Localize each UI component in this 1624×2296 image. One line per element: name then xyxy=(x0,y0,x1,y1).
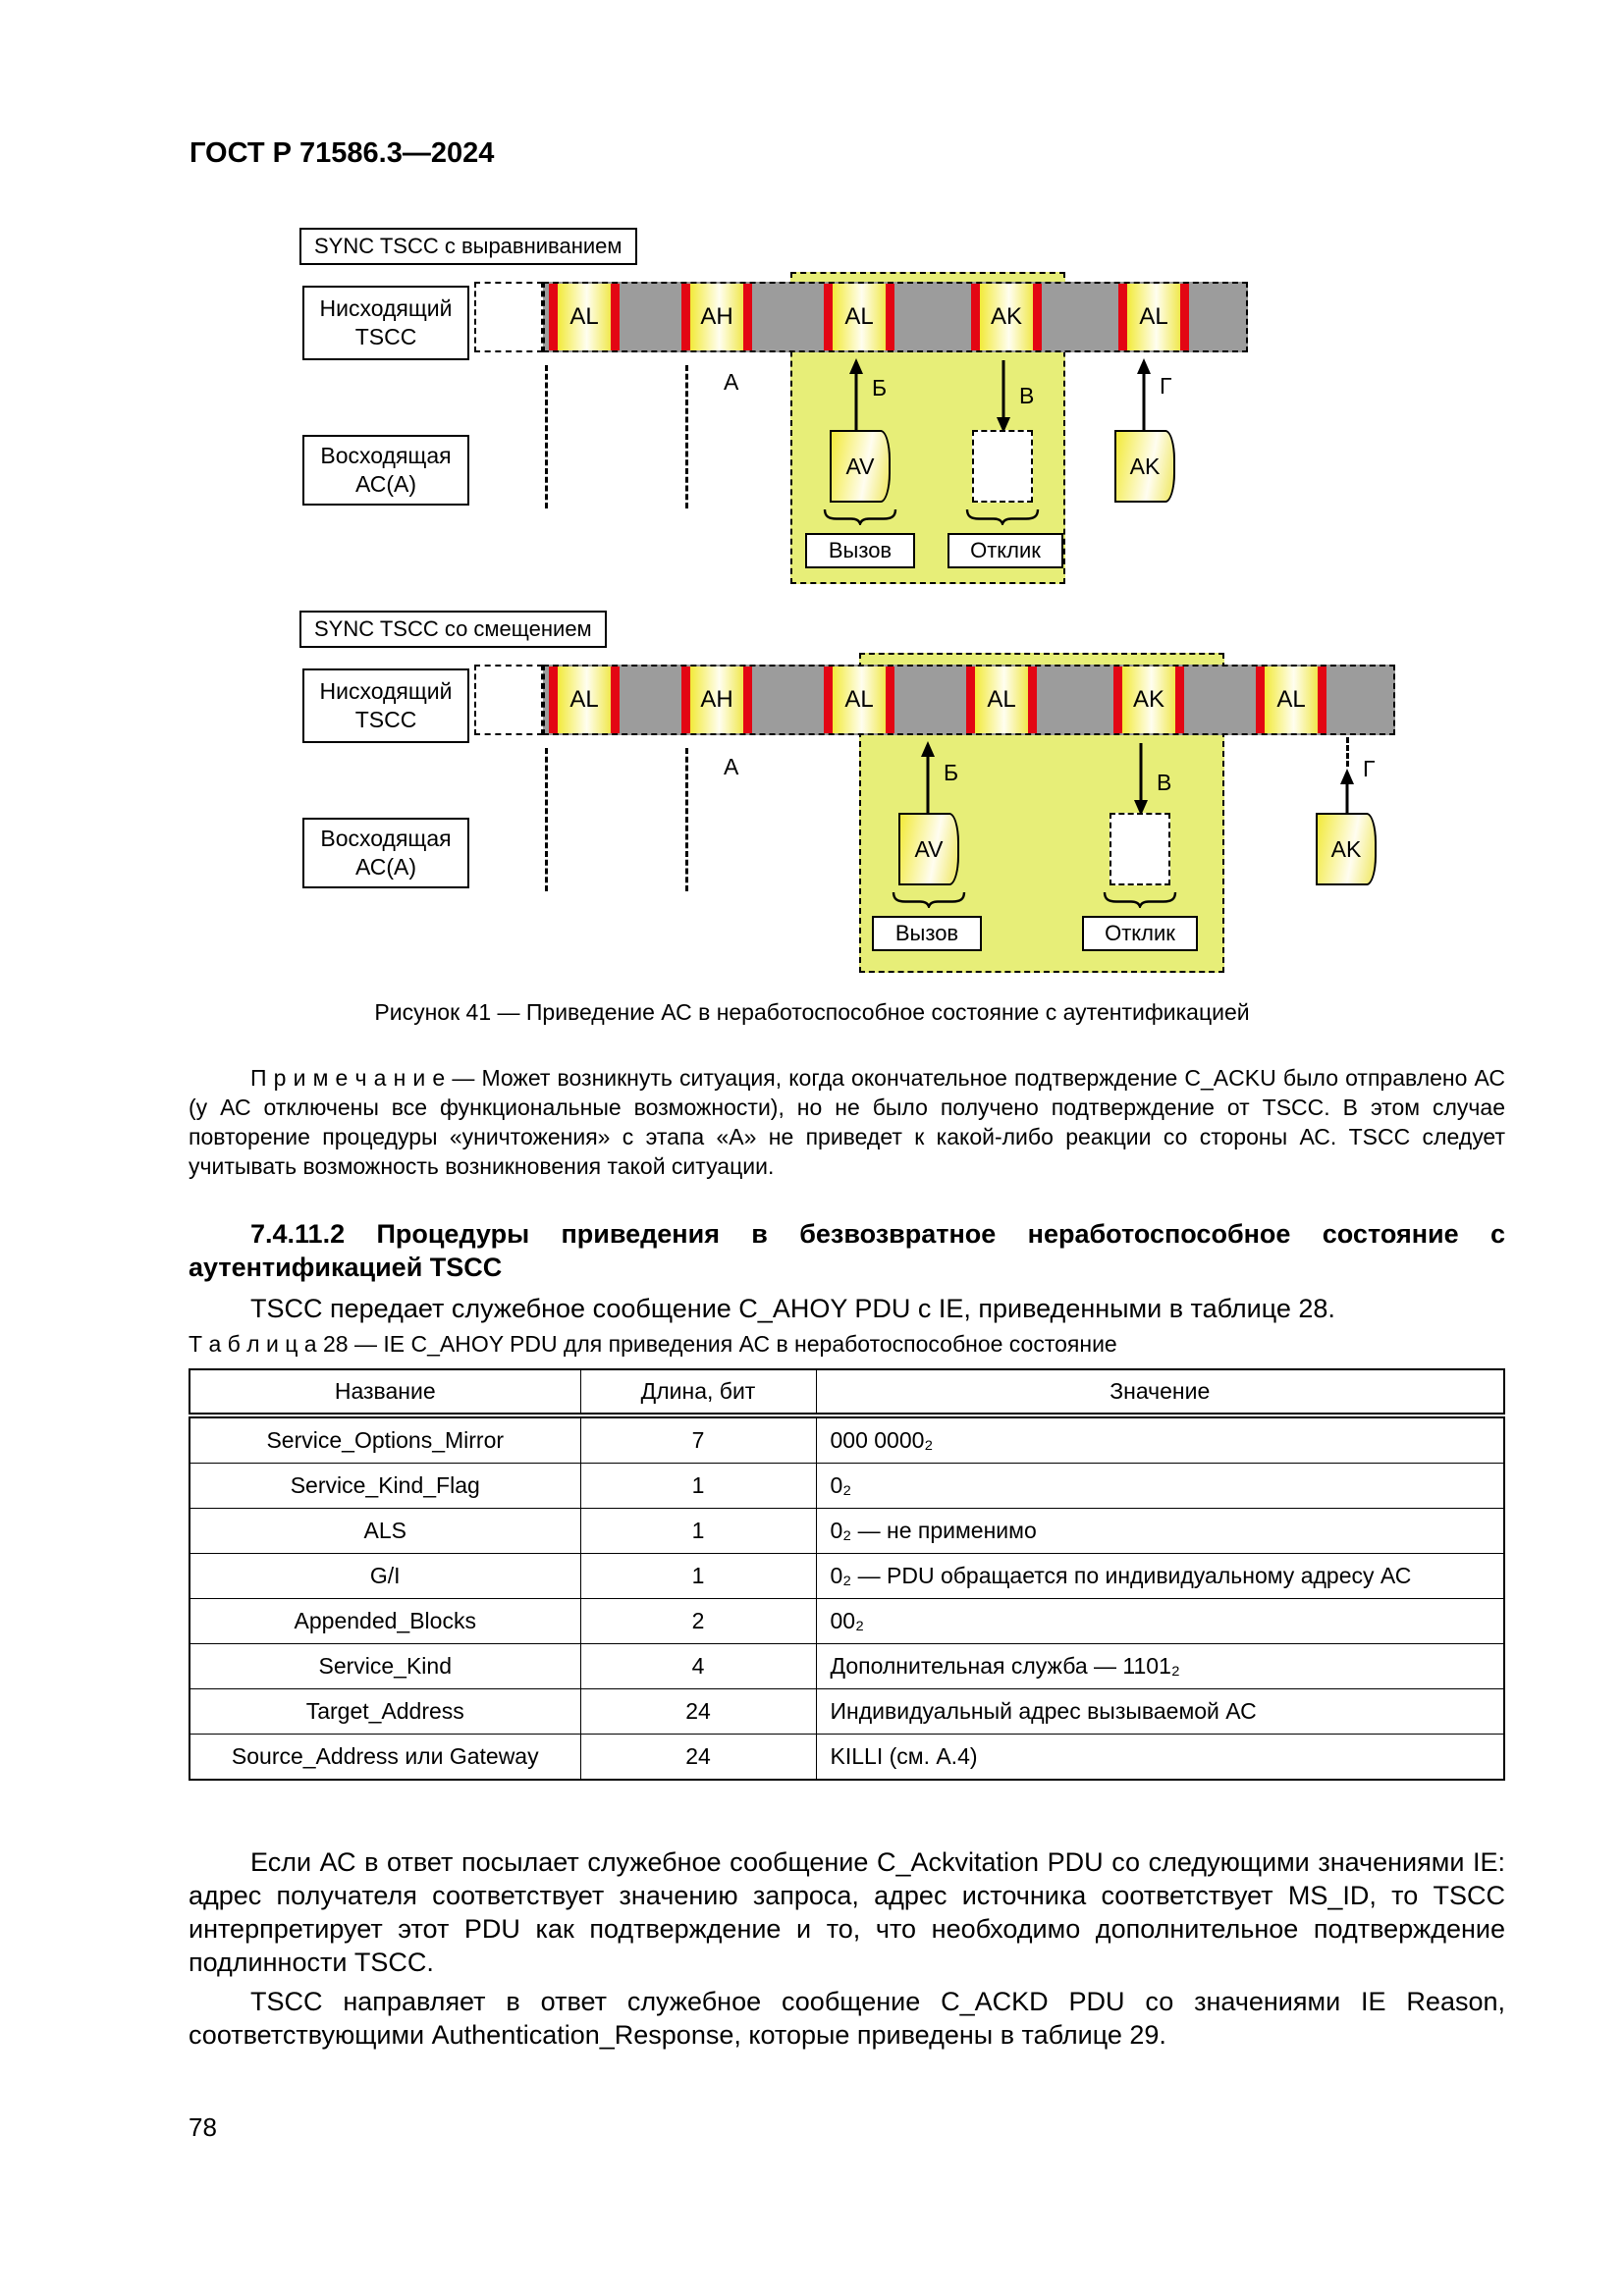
table-cell: 00₂ xyxy=(816,1599,1504,1644)
slot-separator xyxy=(1318,667,1326,733)
uplink-line1: Восходящая xyxy=(320,442,452,468)
table-cell: 000 0000₂ xyxy=(816,1415,1504,1464)
table-cell: ALS xyxy=(189,1509,580,1554)
downlink-timeline xyxy=(543,665,1395,735)
table-cell: 0₂ — PDU обращается по индивидуальному адресу АС xyxy=(816,1554,1504,1599)
slot-label: AK xyxy=(1122,667,1175,733)
ak-burst: AK xyxy=(1114,430,1175,503)
table-row xyxy=(189,1415,1504,1464)
slot-separator xyxy=(611,667,620,733)
downlink-tscc-label xyxy=(302,286,469,360)
figure-41-diagram-offset xyxy=(295,609,1551,977)
response-label-box: Отклик xyxy=(947,533,1063,568)
slot-label: AL xyxy=(1127,284,1180,350)
column-header: Название xyxy=(189,1369,580,1415)
doc-header: ГОСТ Р 71586.3—2024 xyxy=(189,137,495,169)
section-intro-paragraph: TSCC передает служебное сообщение C_AHOY PDU с IE, приведенными в таблице 28. xyxy=(250,1294,1335,1323)
marker-g: Г xyxy=(1160,373,1172,399)
expected-response-slot xyxy=(972,430,1033,503)
downlink-tscc-label xyxy=(302,668,469,743)
slot-label: AL xyxy=(975,667,1028,733)
underbrace-icon xyxy=(822,507,898,525)
diagram2-title: SYNC TSCC со смещением xyxy=(299,611,607,648)
arrow-up-icon xyxy=(919,741,937,818)
table-cell: Service_Kind xyxy=(189,1644,580,1689)
table-row xyxy=(189,1599,1504,1644)
table-cell: 1 xyxy=(580,1554,816,1599)
table-cell: 7 xyxy=(580,1415,816,1464)
arrow-up-icon xyxy=(1135,358,1153,435)
slot-label: AK xyxy=(980,284,1033,350)
downlink-line2: TSCC xyxy=(354,324,417,349)
table-cell: 4 xyxy=(580,1644,816,1689)
arrow-up-icon xyxy=(1338,769,1356,818)
marker-v: В xyxy=(1157,770,1172,795)
slot-label: AL xyxy=(833,667,886,733)
table-cell: 24 xyxy=(580,1689,816,1735)
diagram1-title: SYNC TSCC с выравниванием xyxy=(299,228,637,265)
slot-separator xyxy=(549,667,558,733)
slot-separator xyxy=(549,284,558,350)
table-28 xyxy=(189,1368,1505,1781)
table-cell: Appended_Blocks xyxy=(189,1599,580,1644)
figure-caption: Рисунок 41 — Приведение АС в неработоспособное состояние с аутентификацией xyxy=(374,999,1250,1025)
av-burst: AV xyxy=(898,813,959,885)
section-heading: 7.4.11.2 Процедуры приведения в безвозвратное неработоспособное состояние с аутентификацией TSCC xyxy=(189,1219,1505,1282)
response-label-box: Отклик xyxy=(1082,916,1198,951)
call-label-box: Вызов xyxy=(805,533,915,568)
slot-label: AH xyxy=(690,284,743,350)
table-cell: 1 xyxy=(580,1464,816,1509)
slot-separator xyxy=(743,284,752,350)
table-cell: Индивидуальный адрес вызываемой АС xyxy=(816,1689,1504,1735)
slot-separator xyxy=(1256,667,1265,733)
slot-separator xyxy=(824,284,833,350)
timeslot xyxy=(971,284,1042,350)
table-header-row xyxy=(189,1369,1504,1415)
table-cell: 24 xyxy=(580,1735,816,1781)
table-cell: 0₂ — не применимо xyxy=(816,1509,1504,1554)
timeslot xyxy=(549,284,620,350)
uplink-line2: АС(А) xyxy=(354,471,417,497)
ak-burst: AK xyxy=(1316,813,1377,885)
slot-label: AL xyxy=(833,284,886,350)
table-cell: 1 xyxy=(580,1509,816,1554)
timeslot xyxy=(966,667,1037,733)
slot-separator xyxy=(886,284,894,350)
timeslot xyxy=(824,284,894,350)
empty-slot-box xyxy=(474,665,543,735)
slot-separator xyxy=(886,667,894,733)
timeslot xyxy=(824,667,894,733)
table-cell: Дополнительная служба — 1101₂ xyxy=(816,1644,1504,1689)
slot-separator xyxy=(611,284,620,350)
table-cell: G/I xyxy=(189,1554,580,1599)
figure-41-diagram-aligned xyxy=(295,226,1483,589)
timeslot xyxy=(1118,284,1189,350)
slot-separator xyxy=(1028,667,1037,733)
slot-separator xyxy=(971,284,980,350)
table-cell: Source_Address или Gateway xyxy=(189,1735,580,1781)
table-row xyxy=(189,1735,1504,1781)
body-paragraph-2: TSCC направляет в ответ служебное сообщение C_ACKD PDU со значениями IE Reason, соответствующими Authentication_Response, которые приведены в таблице 29. xyxy=(189,1987,1505,2050)
downlink-line1: Нисходящий xyxy=(319,677,453,704)
sync-dashed-line xyxy=(1346,737,1349,767)
uplink-ac-label xyxy=(302,818,469,888)
slot-separator xyxy=(1180,284,1189,350)
slot-label: AL xyxy=(1265,667,1318,733)
slot-separator xyxy=(1118,284,1127,350)
column-header: Значение xyxy=(816,1369,1504,1415)
downlink-line2: TSCC xyxy=(354,707,417,732)
slot-separator xyxy=(824,667,833,733)
body-paragraph-1: Если АС в ответ посылает служебное сообщение C_Ackvitation PDU со следующими значениями IE: адрес получателя соответствует значению запроса, адрес источника соответствует MS_ID, то TSCC интерпретирует этот PDU как подтверждение и то, что необходимо дополнительное подтверждение подлинности TSCC. xyxy=(189,1847,1505,1977)
empty-slot-box xyxy=(474,282,543,352)
timeslot xyxy=(681,667,752,733)
table-cell: 2 xyxy=(580,1599,816,1644)
downlink-timeline xyxy=(543,282,1248,352)
slot-separator xyxy=(681,667,690,733)
arrow-down-icon xyxy=(1132,743,1150,816)
slot-separator xyxy=(966,667,975,733)
table-cell: Service_Kind_Flag xyxy=(189,1464,580,1509)
page-number: 78 xyxy=(189,2112,217,2142)
marker-g: Г xyxy=(1363,756,1376,781)
uplink-line2: АС(А) xyxy=(354,854,417,880)
table-cell: Service_Options_Mirror xyxy=(189,1415,580,1464)
underbrace-icon xyxy=(964,507,1041,525)
table-row xyxy=(189,1689,1504,1735)
note-paragraph: П р и м е ч а н и е — Может возникнуть ситуация, когда окончательное подтверждение C_ACKU было отправлено АС (у АС отключены все функциональные возможности), но не было получено подтверждение от TSCC. В этом случае повторение процедуры «уничтожения» с этапа «А» не приведет к какой-либо реакции со стороны АС. TSCC следует учитывать возможность возникновения такой ситуации. xyxy=(189,1065,1505,1179)
timeslot xyxy=(681,284,752,350)
slot-separator xyxy=(1113,667,1122,733)
underbrace-icon xyxy=(1102,890,1178,908)
table-row xyxy=(189,1509,1504,1554)
downlink-line1: Нисходящий xyxy=(319,294,453,321)
av-burst: AV xyxy=(830,430,891,503)
marker-b: Б xyxy=(944,760,959,785)
arrow-up-icon xyxy=(847,358,865,435)
marker-a: А xyxy=(724,754,739,779)
slot-label: AL xyxy=(558,284,611,350)
slot-separator xyxy=(743,667,752,733)
sync-dashed-line xyxy=(545,748,548,891)
table-cell: KILLI (см. А.4) xyxy=(816,1735,1504,1781)
underbrace-icon xyxy=(891,890,967,908)
marker-v: В xyxy=(1019,383,1035,408)
marker-a: А xyxy=(724,369,739,395)
slot-label: AH xyxy=(690,667,743,733)
timeslot xyxy=(549,667,620,733)
table-caption: Т а б л и ц а 28 — IE C_AHOY PDU для приведения АС в неработоспособное состояние xyxy=(189,1331,1117,1357)
arrow-down-icon xyxy=(995,360,1012,433)
sync-dashed-line xyxy=(685,365,688,508)
table-row xyxy=(189,1554,1504,1599)
table-cell: 0₂ xyxy=(816,1464,1504,1509)
table-row xyxy=(189,1464,1504,1509)
slot-label: AL xyxy=(558,667,611,733)
uplink-ac-label xyxy=(302,435,469,506)
expected-response-slot xyxy=(1110,813,1170,885)
sync-dashed-line xyxy=(685,748,688,891)
call-label-box: Вызов xyxy=(872,916,982,951)
uplink-line1: Восходящая xyxy=(320,825,452,851)
sync-dashed-line xyxy=(545,365,548,508)
slot-separator xyxy=(681,284,690,350)
column-header: Длина, бит xyxy=(580,1369,816,1415)
timeslot xyxy=(1256,667,1326,733)
slot-separator xyxy=(1175,667,1184,733)
marker-b: Б xyxy=(872,375,888,400)
table-cell: Target_Address xyxy=(189,1689,580,1735)
table-row xyxy=(189,1644,1504,1689)
timeslot xyxy=(1113,667,1184,733)
slot-separator xyxy=(1033,284,1042,350)
